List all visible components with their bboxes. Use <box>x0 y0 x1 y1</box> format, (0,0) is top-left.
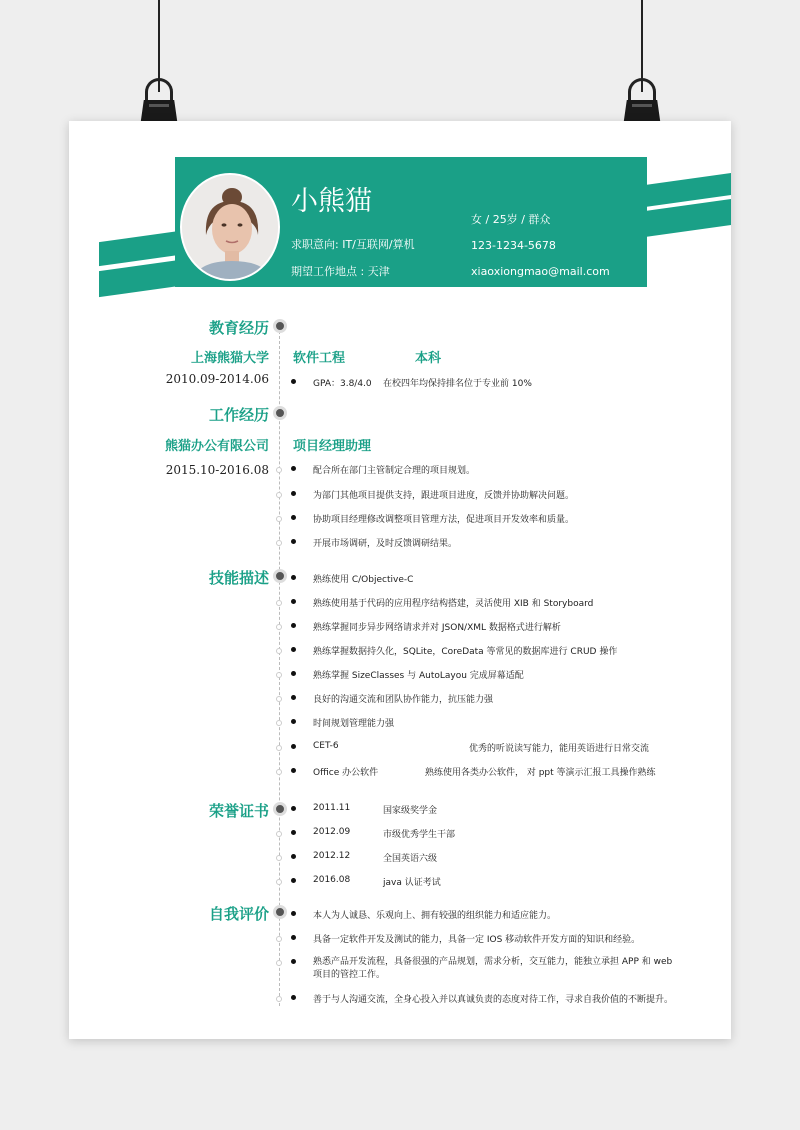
timeline-tick <box>276 600 282 606</box>
header-stripe <box>99 259 187 297</box>
timeline-tick <box>276 672 282 678</box>
degree: 本科 <box>415 351 442 366</box>
timeline-tick <box>276 831 282 837</box>
education-dates: 2010.09-2014.06 <box>165 372 269 386</box>
timeline-tick <box>276 696 282 702</box>
timeline-tick <box>276 467 282 473</box>
phone-number: 123-1234-5678 <box>471 239 556 252</box>
timeline-tick <box>276 624 282 630</box>
section-title-honors: 荣誉证书 <box>208 802 269 820</box>
timeline-tick <box>276 855 282 861</box>
section-title-education: 教育经历 <box>208 319 269 337</box>
timeline-tick <box>276 745 282 751</box>
timeline-tick <box>276 648 282 654</box>
timeline-node <box>273 905 287 919</box>
timeline-tick <box>276 540 282 546</box>
timeline-tick <box>276 769 282 775</box>
avatar <box>180 173 280 281</box>
timeline-node <box>273 569 287 583</box>
candidate-name: 小熊猫 <box>291 186 372 217</box>
major: 软件工程 <box>293 351 346 366</box>
resume-paper: 小熊猫 求职意向: IT/互联网/算机 期望工作地点 : 天津 女 / 25岁 / 群众 123-1234-5678 xiaoxiongmao@mail.com 教育经历 上海熊猫大学 软件工程 本科 2010.09-2014.06 GPA：3.8/4.0 在校四年均保持排名位于专业前 10% 工作经历 熊猫办公有限公司 项目经理助理 2015.10-2016.08 配合所在部门主管制定合理的项目规划。 为部门其他项目提供支持，跟进项目进度，反馈并协助解决问题。 协助项目经理修改调整项目管理方法，促进项目开发效率和质量。 开展市场调研，及时反馈调研结果。 技能描述 熟练使用 C/Objective-C 熟练使用基于代码的应用程序结构搭建，灵活使用 XIB 和 Storyboard 熟练掌握同步异步网络请求并对 JSON/XML 数据格式进行解析 熟练掌握数据持久化，SQLite，CoreData 等常见的数据库进行 CRUD 操作 熟练掌握 SizeClasses 与 AutoLayou 完成屏幕适配 良好的沟通交流和团队协作能力，抗压能力强 时间规划管理能力强 CET-6 优秀的听说读写能力，能用英语进行日常交流 Office 办公软件 熟练使用各类办公软件， 对 ppt 等演示汇报工具操作熟练 荣誉证书 2011.11 国家级奖学金 2012.09 市级优秀学生干部 2012.12 全国英语六级 2016.08 java 认证考试 自我评价 本人为人诚恳、乐观向上、拥有较强的组织能力和适应能力。 具备一定软件开发及测试的能力，具备一定 IOS 移动软件开发方面的知识和经验。 熟悉产品开发流程，具备很强的产品规划，需求分析，交互能力，能独立承担 APP 和 web 项目的管控工作。 善于与人沟通交流，全身心投入并以真诚负责的态度对待工作，寻求自我价值的不断提升。 <box>69 121 731 1039</box>
basic-info: 女 / 25岁 / 群众 <box>471 213 551 226</box>
timeline-node <box>273 319 287 333</box>
timeline-node <box>273 406 287 420</box>
section-title-skills: 技能描述 <box>208 569 269 587</box>
job-intent: 求职意向: IT/互联网/算机 <box>291 238 415 251</box>
job-role: 项目经理助理 <box>293 439 372 454</box>
timeline-tick <box>276 516 282 522</box>
timeline-tick <box>276 720 282 726</box>
desired-location: 期望工作地点 : 天津 <box>291 265 390 278</box>
timeline-tick <box>276 879 282 885</box>
timeline-tick <box>276 996 282 1002</box>
timeline-tick <box>276 960 282 966</box>
school-name: 上海熊猫大学 <box>190 351 269 366</box>
section-title-self-evaluation: 自我评价 <box>208 905 269 923</box>
timeline-line <box>279 326 280 1006</box>
company-name: 熊猫办公有限公司 <box>164 439 269 454</box>
section-title-work: 工作经历 <box>208 406 269 424</box>
work-dates: 2015.10-2016.08 <box>165 463 269 477</box>
timeline-node <box>273 802 287 816</box>
timeline-tick <box>276 936 282 942</box>
timeline-tick <box>276 492 282 498</box>
email-address: xiaoxiongmao@mail.com <box>471 265 610 278</box>
